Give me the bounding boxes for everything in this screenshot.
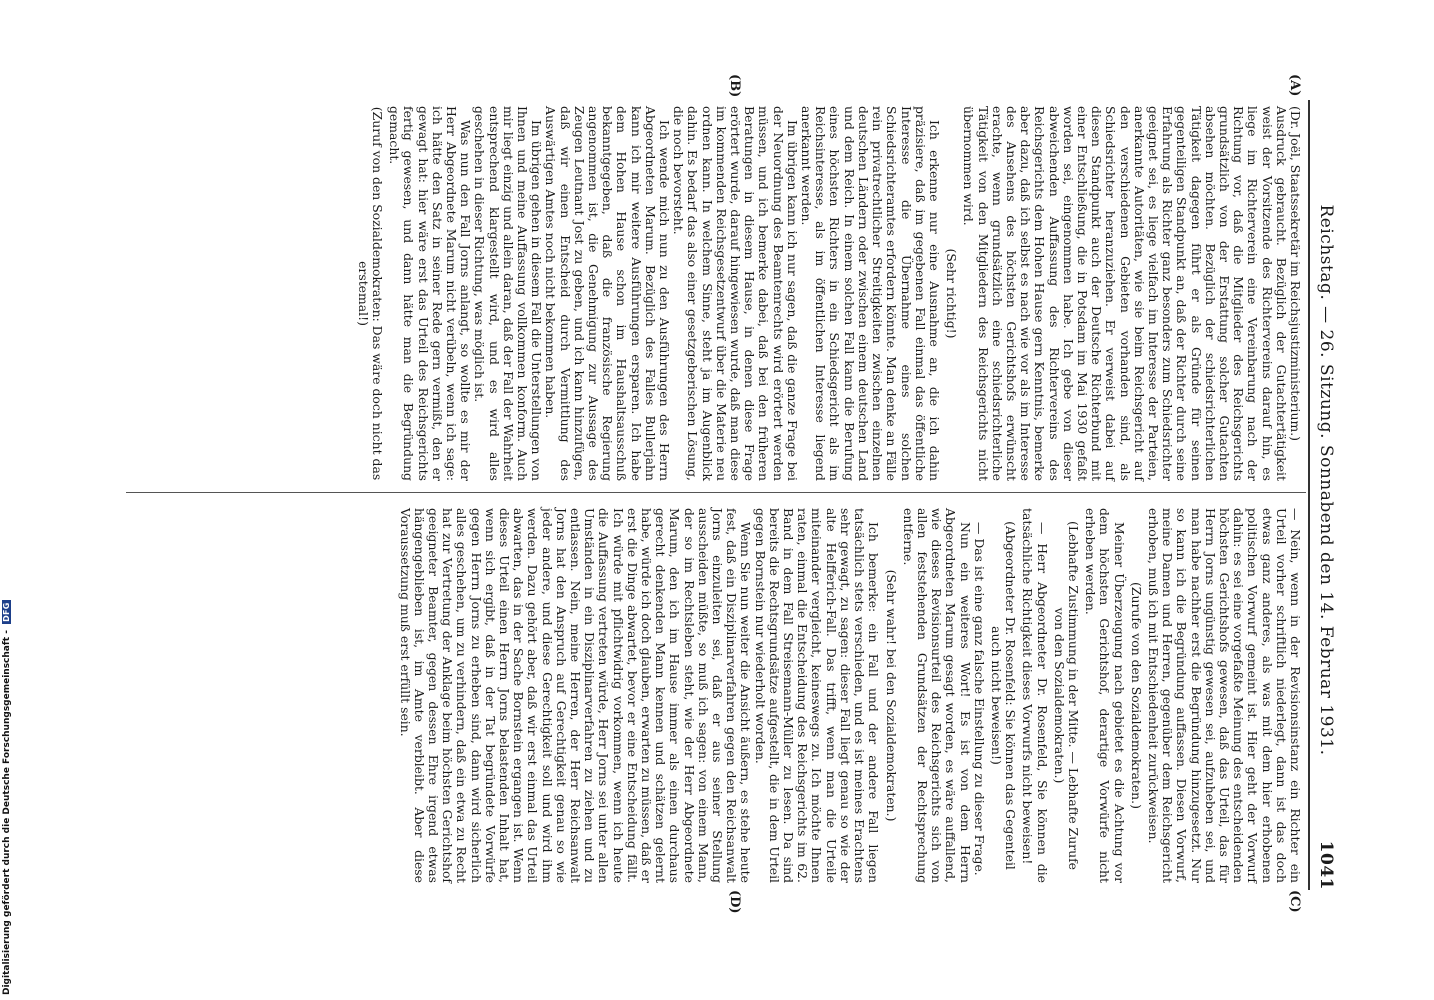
- paragraph: Nun ein weiteres Wort! Es ist von dem Herrn Abgeordneten Marum gesagt worden, es wäre auffallend, wie dieses Revisionsurteil des Reichsgerichts sich von allen feststehenden Grundsätzen der Rechtsprechung entferne.: [900, 508, 973, 883]
- paragraph: Im übrigen gehen in diesem Fall die Unterstellungen von Ihnen und meine Auffassung vollkommen konform. Auch mir liegt einzig und allein daran, daß der Fall der Wahrheit entsprechend klargestellt wird, und es wird alles geschehen in dieser Richtung, was möglich ist.: [472, 106, 545, 481]
- paragraph: — Herr Abgeordneter Dr. Rosenfeld, Sie können die tatsächliche Richtigkeit dieses Vorwurfs nicht beweisen!: [1020, 508, 1050, 883]
- applause: (Sehr wahr! bei den Sozialdemokraten.): [883, 569, 899, 822]
- scanned-page: [112, 74, 1342, 914]
- margin-mark-c: (C): [1287, 890, 1302, 913]
- right-column: [397, 508, 1302, 883]
- paragraph: Ich bemerke: ein Fall und der andere Fall liegen tatsächlich stets verschieden, und es ist meines Erachtens sehr gewagt, zu sagen: dieser Fall liegt genau so wie der alte Helfferich-Fall. Das trifft, wenn man die Urteile miteinander vergleicht, keineswegs zu. Ich möchte Ihnen raten, einmal die Entscheidung des Reichsgerichts im 62. Band in dem Fall Streisemann-Müller zu lesen. Da sind bereits die Rechtsgrundsätze aufgestellt, die in dem Urteil gegen Bornstein nur wiederholt worden.: [752, 508, 882, 883]
- page-title: Reichstag. — 26. Sitzung. Sonnabend den 14. Februar 1931.: [1316, 204, 1336, 756]
- header-rule: [1308, 100, 1310, 890]
- dfg-logo: DFG: [2, 602, 11, 622]
- column-divider: [126, 492, 1306, 493]
- speaker-line: (Dr. Joël, Staatssekretär im Reichsjustizministerium.): [1288, 106, 1303, 441]
- applause: (Lebhafte Zustimmung in der Mitte. — Lebhafte Zurufe von den Sozialdemokraten.): [1051, 520, 1081, 870]
- paragraph: Was nun den Fall Jorns anlangt, so wollte es mir der Herr Abgeordnete Marum nicht verübeln, wenn ich sage: ich hätte den Satz in seiner Rede gern vermißt, den er gewagt hat: hier wäre erst das Urteil des Reichsgerichts fertig gewesen, und dann hätte man die Begründung gemacht.: [387, 106, 474, 481]
- page-number: 1041: [1316, 840, 1336, 890]
- margin-mark-b: (B): [727, 74, 742, 98]
- interjection: (Zuruf von den Sozialdemokraten: Das wäre doch nicht das erstemal!): [355, 106, 385, 481]
- paragraph: Im übrigen kann ich nur sagen, daß die ganze Frage bei der Neuordnung des Beamtenrechts wird erörtert werden müssen, und ich bemerke dabei, daß bei den früheren Beratungen in diesem Hause, in denen diese Frage erörtert wurde, darauf hingewiesen wurde, daß man diese im kommenden Reichsgesetzentwurf über die Materie neu ordnen kann. In welchem Sinne, steht ja im Augenblick dahin. Es bedarf das also einer gesetzgeberischen Lösung, die noch bevorsteht.: [671, 106, 800, 481]
- margin-mark-d: (D): [727, 890, 742, 914]
- paragraph: Wenn Sie nun weiter die Ansicht äußern, es stehe heute fest, daß ein Disziplinarverfahren gegen den Reichsanwalt Jorns einzuleiten sei, daß er aus seiner Stellung ausscheiden müßte, so muß ich sagen: von einem Mann, der so im Rechtsleben steht, wie der Herr Abgeordnete Marum, den ich im Hause immer als einen durchaus gerecht denkenden Mann kennen und schätzen gelernt habe, würde ich doch glauben, erwarten zu müssen, daß er erst die Dinge abwartet, bevor er eine Entscheidung fällt. Ich würde mit pflichtwidrig vorkommen, wenn ich heute die Auffassung vertreten würde, Herr Jorns sei unter allen Umständen in ein Disziplinarverfahren zu ziehen und zu entlassen. Nein, meine Herren, der Herr Reichsanwalt Jorns hat den Anspruch auf Gerechtigkeit genau so wie jeder andere, und diese Gerechtigkeit soll und wird ihm werden. Dazu gehört aber, daß wir erst einmal das Urteil abwarten, das in der Sache Bornstein ergangen ist. Wenn dieses Urteil einen Herrn Jorns belastenden Inhalt hat, wenn sich ergibt, daß in der Tat begründete Vorwürfe gegen Herrn Jorns zu erheben sind, dann wird sicherlich alles geschehen, um zu verhindern, daß ein etwa zu Recht hat zur Vertretung der Anklage beim höchsten Gerichtshof geeigneter Beamter, gegen dessen Ehre irgend etwas hängengeblieben ist, im Amte verbleibt. Aber diese Voraussetzung muß erst erfüllt sein.: [397, 508, 754, 883]
- paragraph: Ich wende mich nun zu den Ausführungen des Herrn Abgeordneten Marum. Bezüglich des Falles Bullerjahn kann ich mir weitere Ausführungen ersparen. Ich habe dem Hohen Hause schon im Haushaltsausschuß bekanntgegeben, daß die französische Regierung angenommen ist, die Genehmigung zur Aussage des Zeugen Leutnant Jost zu geben, und ich kann hinzufügen, daß wir einen Entscheid durch Vermittlung des Auswärtigen Amtes noch nicht bekommen haben.: [543, 106, 673, 481]
- paragraph: Ausdruck gebraucht. Bezüglich der Gutachtertätigkeit weist der Vorsitzende des Richtervereins darauf hin, es liege im Richterverein eine Vereinbarung nach der Richtung vor, daß die Mitglieder des Reichsgerichts grundsätzlich von der Erstattung solcher Gutachten absehen möchten. Bezüglich der schiedsrichterlichen Tätigkeit dagegen führt er als Gründe für seinen gegenteiligen Standpunkt an, daß der Richter durch seine Erfahrung als Richter ganz besonders zum Schiedsrichter geeignet sei, es liege vielfach im Interesse der Parteien, anerkannte Autoritäten, wie sie beim Reichsgericht auf den verschiedenen Gebieten vorhanden sind, als Schiedsrichter heranzuziehen. Er verweist dabei auf diesen Standpunkt auch der Deutsche Richterbund mit einer Entschließung, die in Potsdam im Mai 1930 gefaßt worden sei, eingenommen habe. Ich gebe von dieser abweichenden Auffassung des Richtervereins des Reichsgerichts dem Hohen Hause gern Kenntnis, bemerke aber dazu, daß ich selbst es nach wie vor als im Interesse des Ansehens des höchsten Gerichtshofs erwünscht erachte, wenn grundsätzlich eine schiedsrichterliche Tätigkeit von den Mitgliedern des Reichsgerichts nicht übernommen wird.: [961, 106, 1289, 481]
- margin-mark-a: (A): [1287, 74, 1302, 97]
- digitization-credit: [2, 600, 12, 995]
- paragraph: Ich erkenne nur eine Ausnahme an, die ich dahin präzisiere, daß im gegebenen Fall einmal das öffentliche Interesse die Übernahme eines solchen Schiedsrichteramtes erfordern könnte. Man denke an Fälle rein privatrechtlicher Streitigkeiten zwischen einzelnen deutschen Ländern oder zwischen einem deutschen Land und dem Reich. In einem solchen Fall kann die Berufung eines höchsten Richters in ein Schiedsgericht als im Reichsinteresse, als im öffentlichen Interesse liegend anerkannt werden.: [799, 106, 942, 481]
- paragraph: — Das ist eine ganz falsche Einstellung zu dieser Frage.: [971, 522, 987, 876]
- credit-text: Digitalisierung gefördert durch die Deutsche Forschungsgemeinschaft -: [2, 630, 12, 995]
- applause: (Sehr richtig!): [944, 248, 960, 339]
- interjection: (Zurufe von den Sozialdemokraten.): [1128, 582, 1144, 809]
- paragraph: Meiner Überzeugung nach gebietet es die Achtung vor dem höchsten Gerichtshof, derartige Vorwürfe nicht erheben werden.: [1083, 508, 1127, 883]
- paragraph: — Nein, wenn in der Revisionsinstanz ein Richter ein Urteil vorher schriftlich niederlegt, dann ist das doch etwas ganz anderes, als was mit dem hier erhobenen politischen Vorwurf gemeint ist. Hier geht der Vorwurf dahin: es sei eine vorgefaßte Meinung des entscheidenden höchsten Gerichtshofs gewesen, daß das Urteil, das für Herrn Jorns ungünstig gewesen sei, aufzuheben sei, und man habe nachher erst die Begründung hinzugesetzt. Nur so kann ich die Begründung auffassen. Diesen Vorwurf, meine Damen und Herren, gegenüber dem Reichsgericht erhoben, muß ich mit Entschiedenheit zurückweisen.: [1145, 508, 1303, 883]
- page-header: [1306, 100, 1342, 890]
- interjection: (Abgeordneter Dr. Rosenfeld: Sie können das Gegenteil auch nicht beweisen!): [988, 521, 1019, 870]
- left-column: [353, 106, 1302, 481]
